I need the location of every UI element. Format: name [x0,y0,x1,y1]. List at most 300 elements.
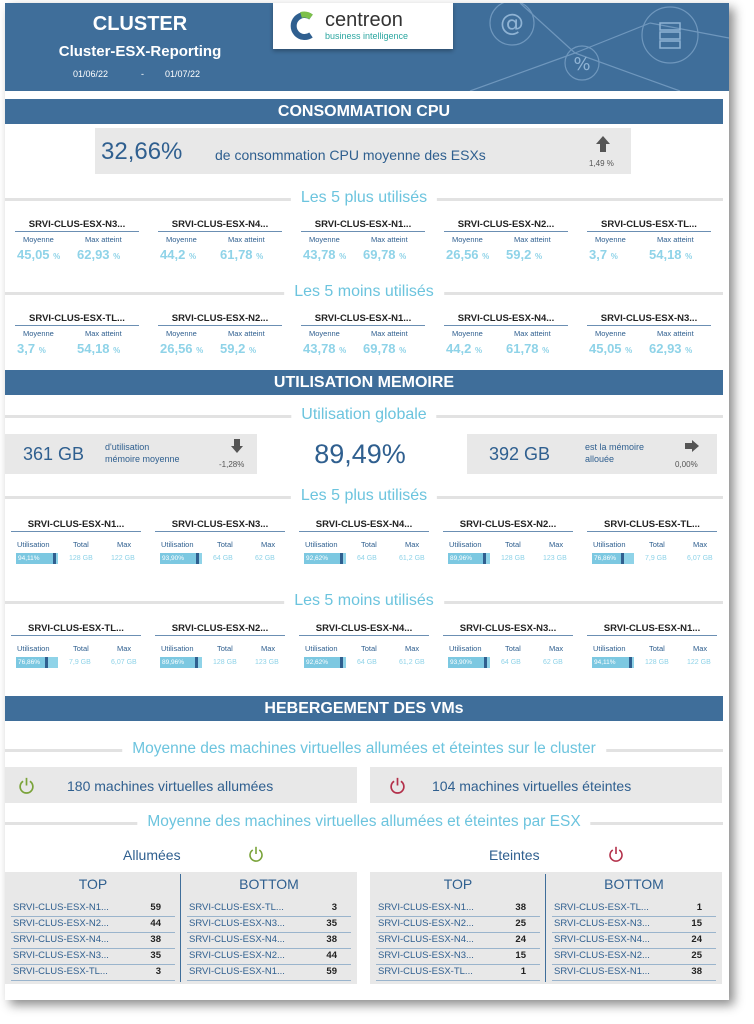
power-icon [389,777,406,794]
total-value: 128 GB [213,659,237,666]
row-divider [187,948,351,949]
average-value [446,341,482,356]
vm-count: 35 [150,950,161,961]
esx-name: SRVI-CLUS-ESX-N4... [13,934,109,945]
vms-on-box [5,767,357,803]
memory-used-value: 361 GB [23,444,85,464]
usage-bar [304,657,346,668]
row-divider [187,980,351,981]
max-number: 54,18 [77,341,110,356]
max-value [649,341,692,356]
column-divider [180,874,181,982]
esx-name: SRVI-CLUS-ESX-N1... [11,518,141,532]
max-number: 62,93 [649,341,682,356]
esx-name: SRVI-CLUS-ESX-TL... [189,902,284,913]
cpu-section-title: CONSOMMATION CPU [5,99,723,124]
memory-least-used-heading [5,592,723,612]
max-number: 59,2 [220,341,246,356]
total-value: 128 GB [645,659,669,666]
percent-unit: % [474,346,483,355]
esx-name: SRVI-CLUS-ESX-N4... [378,934,474,945]
vms-on-label: Allumées [123,847,181,863]
vm-count: 44 [326,950,337,961]
memory-used-box [5,434,257,474]
average-label: Moyenne [166,329,197,338]
vms-off-text: 104 machines virtuelles éteintes [432,778,632,794]
max-label: Max atteint [657,235,694,244]
vms-off-label: Eteintes [489,847,540,863]
esx-name: SRVI-CLUS-ESX-N1... [13,902,109,913]
usage-bar-fill: 93,90% [160,553,199,564]
cpu-esx-card [301,312,429,358]
arrow-right-icon [685,440,699,452]
usage-bar-marker [484,657,487,668]
max-number: 59,2 [506,247,532,262]
max-label: Max [117,644,132,653]
esx-name: SRVI-CLUS-ESX-N4... [189,934,285,945]
vm-count: 35 [326,918,337,929]
esx-name: SRVI-CLUS-ESX-TL... [15,312,139,326]
date-end: 01/07/22 [165,69,201,79]
vms-on-table [5,872,357,984]
usage-bar-marker [483,553,486,564]
max-value [77,341,120,356]
vms-per-esx-heading [5,813,723,833]
usage-label: Utilisation [305,540,338,549]
max-label: Max [693,644,708,653]
average-label: Moyenne [23,329,54,338]
server-icon [642,7,698,63]
max-label: Max atteint [228,329,265,338]
top-header: TOP [443,876,473,892]
vm-count: 38 [515,902,526,913]
total-value: 7,9 GB [645,555,667,562]
vm-count: 25 [691,950,702,961]
percent-unit: % [188,252,197,261]
average-number: 44,2 [446,341,472,356]
vm-count: 3 [331,902,337,913]
average-value [160,247,196,262]
vm-count: 15 [515,950,526,961]
memory-esx-card [299,518,431,568]
usage-label: Utilisation [17,540,50,549]
average-number: 43,78 [303,341,336,356]
usage-label: Utilisation [161,644,194,653]
esx-name: SRVI-CLUS-ESX-TL... [378,966,473,977]
max-number: 61,78 [506,341,539,356]
usage-label: Utilisation [17,644,50,653]
esx-name: SRVI-CLUS-ESX-N1... [189,966,285,977]
average-label: Moyenne [309,235,340,244]
memory-esx-card [299,622,431,672]
average-number: 3,7 [589,247,608,262]
report-subtitle: Cluster-ESX-Reporting [58,43,222,60]
row-divider [11,948,175,949]
esx-name: SRVI-CLUS-ESX-N4... [299,518,429,532]
average-value [446,247,489,262]
total-value: 7,9 GB [69,659,91,666]
memory-esx-card [155,518,287,568]
vm-count: 24 [691,934,702,945]
max-label: Max [405,644,420,653]
total-label: Total [505,540,521,549]
vms-cluster-heading [5,740,723,760]
esx-name: SRVI-CLUS-ESX-N1... [587,622,717,636]
esx-name: SRVI-CLUS-ESX-N2... [155,622,285,636]
row-divider [376,932,540,933]
max-label: Max atteint [228,235,265,244]
memory-most-used-heading [5,487,723,507]
esx-name: SRVI-CLUS-ESX-N3... [15,218,139,232]
row-divider [187,932,351,933]
average-label: Moyenne [452,235,483,244]
max-label: Max atteint [657,329,694,338]
cpu-most-used-heading [5,189,723,209]
cpu-esx-card [15,312,143,358]
cpu-esx-card [587,312,715,358]
vm-count: 59 [326,966,337,977]
percent-unit: % [685,346,693,355]
esx-name: SRVI-CLUS-ESX-TL... [554,902,649,913]
percent-unit: % [534,252,543,261]
total-value: 64 GB [357,555,377,562]
average-label: Moyenne [595,329,626,338]
percent-unit: % [113,252,121,261]
usage-bar [16,657,58,668]
max-label: Max [693,540,708,549]
usage-bar [592,553,634,564]
average-label: Moyenne [309,329,340,338]
max-value [77,247,120,262]
row-divider [11,964,175,965]
max-value [363,247,406,262]
vms-on-text: 180 machines virtuelles allumées [67,778,274,794]
memory-global-title: Utilisation globale [291,406,436,424]
max-value [506,247,542,262]
cpu-least-used-title: Les 5 moins utilisés [284,283,444,301]
vm-count: 44 [150,918,161,929]
centreon-logo [273,3,453,49]
average-number: 44,2 [160,247,186,262]
svg-text:%: % [573,54,591,75]
average-number: 26,56 [446,247,479,262]
percent-unit: % [610,252,618,261]
row-divider [376,964,540,965]
total-label: Total [649,540,665,549]
max-value [220,247,263,262]
usage-bar [160,657,202,668]
max-number: 61,78 [220,247,253,262]
average-label: Moyenne [595,235,626,244]
total-label: Total [361,644,377,653]
row-divider [552,916,716,917]
max-label: Max [405,540,420,549]
max-value [649,247,692,262]
esx-name: SRVI-CLUS-ESX-N2... [443,518,573,532]
memory-least-used-title: Les 5 moins utilisés [284,592,444,610]
max-number: 69,78 [363,247,396,262]
usage-bar-marker [621,553,624,564]
row-divider [552,980,716,981]
power-icon [248,846,264,862]
percent-unit: % [339,346,347,355]
row-divider [187,964,351,965]
total-label: Total [361,540,377,549]
average-value [160,341,203,356]
row-divider [552,932,716,933]
vm-count: 15 [691,918,702,929]
usage-bar-fill: 89,96% [160,657,198,668]
usage-bar-fill: 92,62% [304,657,343,668]
max-label: Max [549,644,564,653]
usage-bar-marker [45,657,48,668]
usage-label: Utilisation [593,644,626,653]
usage-bar-marker [340,553,343,564]
max-value [220,341,256,356]
vm-count: 1 [696,902,702,913]
cpu-esx-card [158,218,286,264]
max-value: 61,2 GB [399,555,425,562]
esx-name: SRVI-CLUS-ESX-N4... [299,622,429,636]
average-value [17,247,60,262]
percent-unit: % [256,252,264,261]
usage-label: Utilisation [449,644,482,653]
memory-allocated-trend: 0,00% [675,460,698,469]
usage-bar-fill: 92,62% [304,553,343,564]
usage-bar-fill: 94,11% [16,553,56,564]
percent-unit: % [248,346,257,355]
vms-cluster-title: Moyenne des machines virtuelles allumées et éteintes sur le cluster [122,740,606,758]
cpu-summary-box [95,128,631,174]
total-value: 64 GB [357,659,377,666]
esx-name: SRVI-CLUS-ESX-N3... [378,950,474,961]
esx-name: SRVI-CLUS-ESX-N3... [554,918,650,929]
report-title: CLUSTER [92,13,188,35]
usage-bar-marker [340,657,343,668]
row-divider [376,948,540,949]
average-number: 45,05 [17,247,50,262]
usage-label: Utilisation [449,540,482,549]
power-icon [18,777,35,794]
max-label: Max atteint [514,329,551,338]
memory-esx-card [587,518,719,568]
usage-label: Utilisation [305,644,338,653]
vm-count: 1 [520,966,526,977]
esx-name: SRVI-CLUS-ESX-N1... [378,902,474,913]
max-value [506,341,549,356]
cpu-esx-card [301,218,429,264]
cpu-least-used-heading [5,283,723,303]
usage-bar [448,553,490,564]
power-icon [608,846,624,862]
vm-count: 25 [515,918,526,929]
memory-allocated-label-1: est la mémoire [585,442,645,452]
esx-name: SRVI-CLUS-ESX-TL... [13,966,108,977]
esx-name: SRVI-CLUS-ESX-N3... [189,918,285,929]
total-label: Total [73,540,89,549]
max-value: 123 GB [543,555,567,562]
memory-most-used-title: Les 5 plus utilisés [291,487,437,505]
vm-count: 59 [150,902,161,913]
vms-off-box [370,767,722,803]
bottom-header: BOTTOM [239,876,299,892]
max-label: Max atteint [85,329,122,338]
max-label: Max atteint [371,329,408,338]
esx-name: SRVI-CLUS-ESX-N1... [554,966,650,977]
row-divider [376,980,540,981]
usage-bar [592,657,634,668]
max-label: Max atteint [371,235,408,244]
usage-bar-fill: 93,90% [448,657,487,668]
memory-usage-percent: 89,49% [314,439,406,469]
memory-allocated-box [467,434,717,474]
average-value [589,247,618,262]
esx-name: SRVI-CLUS-ESX-TL... [587,218,711,232]
esx-name: SRVI-CLUS-ESX-N2... [189,950,285,961]
row-divider [376,916,540,917]
top-header: TOP [78,876,108,892]
cpu-esx-card [15,218,143,264]
percent-unit: % [53,252,61,261]
average-number: 3,7 [17,341,36,356]
esx-name: SRVI-CLUS-ESX-N3... [587,312,711,326]
esx-name: SRVI-CLUS-ESX-N3... [155,518,285,532]
total-value: 64 GB [501,659,521,666]
average-number: 45,05 [589,341,622,356]
vms-per-esx-title: Moyenne des machines virtuelles allumées et éteintes par ESX [137,813,590,831]
vm-count: 3 [155,966,161,977]
bottom-header: BOTTOM [604,876,664,892]
cpu-esx-card [444,218,572,264]
esx-name: SRVI-CLUS-ESX-N4... [444,312,568,326]
esx-name: SRVI-CLUS-ESX-N2... [378,918,474,929]
percent-unit: % [685,252,693,261]
centreon-logo-mark-icon [289,11,319,41]
memory-used-trend: -1,28% [219,460,245,469]
esx-name: SRVI-CLUS-ESX-N4... [158,218,282,232]
esx-name: SRVI-CLUS-ESX-N4... [554,934,650,945]
arrow-down-icon [231,439,243,453]
esx-name: SRVI-CLUS-ESX-N3... [443,622,573,636]
usage-bar [16,553,58,564]
max-label: Max [261,540,276,549]
cpu-esx-card [587,218,715,264]
report-header [5,3,729,91]
max-value: 61,2 GB [399,659,425,666]
usage-bar [448,657,490,668]
vms-section-title: HEBERGEMENT DES VMs [5,696,723,721]
usage-bar [160,553,202,564]
percent-unit: % [196,346,204,355]
total-label: Total [505,644,521,653]
usage-bar-marker [196,553,199,564]
cpu-esx-card [158,312,286,358]
memory-used-label-1: d'utilisation [105,442,150,452]
memory-esx-card [443,518,575,568]
total-value: 64 GB [213,555,233,562]
percent-unit: % [339,252,347,261]
max-value: 123 GB [255,659,279,666]
total-value: 128 GB [69,555,93,562]
usage-bar-fill: 94,11% [592,657,632,668]
logo-sub-text: business intelligence [325,31,409,41]
column-divider [545,874,546,982]
memory-esx-card [587,622,719,672]
max-value: 6,07 GB [111,659,137,666]
memory-allocated-label-2: allouée [585,454,615,464]
esx-name: SRVI-CLUS-ESX-N1... [301,218,425,232]
max-value: 122 GB [687,659,711,666]
max-value: 62 GB [255,555,275,562]
percent-unit: % [399,252,407,261]
esx-name: SRVI-CLUS-ESX-N3... [13,950,109,961]
usage-bar [304,553,346,564]
memory-esx-card [155,622,287,672]
max-label: Max [549,540,564,549]
average-label: Moyenne [452,329,483,338]
vms-off-table [370,872,722,984]
usage-bar-fill: 76,86% [16,657,48,668]
date-separator: - [141,69,144,79]
average-number: 26,56 [160,341,193,356]
row-divider [11,916,175,917]
report-sheet [5,3,729,1000]
memory-section-title: UTILISATION MEMOIRE [5,370,723,395]
cpu-average-label: de consommation CPU moyenne des ESXs [215,147,486,163]
max-label: Max [117,540,132,549]
row-divider [552,948,716,949]
max-label: Max [261,644,276,653]
vm-count: 24 [515,934,526,945]
average-value [303,247,346,262]
header-decoration [460,3,729,91]
usage-label: Utilisation [161,540,194,549]
percent-unit: % [482,252,490,261]
memory-esx-card [443,622,575,672]
max-number: 62,93 [77,247,110,262]
memory-global-heading [5,406,723,426]
svg-text:@: @ [500,9,524,37]
arrow-up-icon [596,136,610,152]
esx-name: SRVI-CLUS-ESX-N2... [554,950,650,961]
row-divider [187,916,351,917]
usage-bar-marker [53,553,56,564]
cpu-most-used-title: Les 5 plus utilisés [291,189,437,207]
max-number: 69,78 [363,341,396,356]
esx-name: SRVI-CLUS-ESX-TL... [11,622,141,636]
total-label: Total [73,644,89,653]
cpu-esx-card [444,312,572,358]
max-value: 122 GB [111,555,135,562]
usage-label: Utilisation [593,540,626,549]
esx-name: SRVI-CLUS-ESX-N2... [158,312,282,326]
total-value: 128 GB [501,555,525,562]
date-start: 01/06/22 [73,69,109,79]
average-value [17,341,46,356]
max-number: 54,18 [649,247,682,262]
percent-unit: % [399,346,407,355]
percent-unit: % [38,346,46,355]
average-value [303,341,346,356]
total-label: Total [217,540,233,549]
logo-main-text: centreon [325,9,403,31]
row-divider [552,964,716,965]
average-value [589,341,632,356]
row-divider [11,932,175,933]
usage-bar-fill: 89,96% [448,553,486,564]
memory-used-label-2: mémoire moyenne [105,454,180,464]
vm-count: 38 [326,934,337,945]
